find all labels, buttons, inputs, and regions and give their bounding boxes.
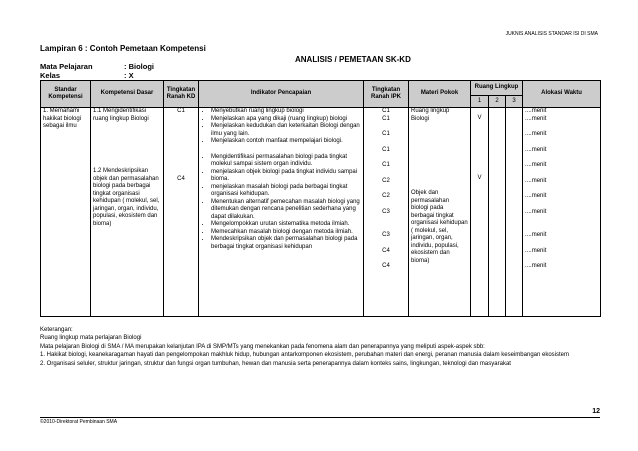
kd2-ruang-mark: V — [477, 174, 482, 181]
materi-cell — [409, 108, 471, 317]
alokasi-value: ....menit — [525, 232, 547, 238]
header-note: JUKNIS ANALISIS STANDAR ISI DI SMA — [505, 31, 598, 37]
kd1-indicator-list — [201, 108, 361, 146]
sk-kd-table — [40, 80, 601, 317]
ruang-1-cell — [471, 108, 489, 317]
meta-mapel-label: Mata Pelajaran — [40, 62, 93, 71]
alokasi-value: ....menit — [525, 162, 547, 168]
alokasi-cell — [523, 108, 601, 317]
indicator-item: • Mengidentifikasi permasalahan biologi pada tingkat molekul sampai sistem organ individu. — [211, 154, 361, 169]
ruang-3-cell — [506, 108, 523, 317]
ipk-value: C1 — [382, 162, 390, 168]
document-title: ANALISIS / PEMETAAN SK-KD — [295, 55, 411, 64]
kd-cell — [91, 108, 164, 317]
ipk-value: C1 — [382, 131, 390, 137]
ipk-value: C4 — [382, 247, 390, 254]
alokasi-value: ....menit — [525, 131, 547, 137]
kd2-text: 1.2 Mendeskripsikan objek dan permasalahan biologi pada berbagai tingkat organisasi kehidupan ( molekul, sel, jaringan, organ, individu, populasi, ekosistem dan bioma) — [93, 168, 160, 227]
alokasi-value: ....menit — [525, 177, 547, 184]
ipk-value: C4 — [382, 263, 390, 269]
kd1-ranah: C1 — [177, 108, 185, 114]
indicator-item: • Memecahkan masalah biologi dengan metoda ilmiah. — [211, 229, 361, 237]
table-row — [41, 108, 601, 317]
sk-text: 1. Memahami hakikat biologi sebagai ilmu — [43, 108, 82, 129]
meta-mata-pelajaran — [40, 62, 154, 71]
indikator-cell — [199, 108, 364, 317]
keterangan-line: Mata pelajaran Biologi di SMA / MA merupakan kelanjutan IPA di SMP/MTs yang menekankan pada fenomena alam dan penerapannya yang meliputi aspek-aspek sbb: — [40, 343, 485, 350]
sk-kd-table-container — [40, 80, 600, 323]
indicator-item: • Menyebutkan ruang lingkup biologi — [211, 108, 361, 116]
ranah-ipk-cell — [364, 108, 409, 317]
ipk-value: C3 — [382, 208, 390, 215]
footer-divider — [40, 417, 600, 418]
kd2-materi: Objek dan permasalahan biologi pada berbagai tingkat organisasi kehidupan ( molekul, sel, jaringan, organ, individu, populasi, ekosistem dan bioma) — [411, 190, 468, 264]
indicator-item: • Mendeskripsikan objek dan permasalahan biologi pada berbagai tingkat organisasi kehidupan — [211, 236, 361, 251]
meta-mapel-value: : Biologi — [124, 62, 154, 71]
kd2-ranah: C4 — [177, 175, 185, 182]
alokasi-value: ....menit — [525, 263, 547, 269]
ipk-value: C2 — [382, 193, 390, 199]
header-ruang-3: 3 — [506, 96, 523, 108]
meta-kelas-label: Kelas — [40, 71, 61, 80]
page-number: 12 — [592, 408, 600, 415]
indicator-item: • Menjelaskan contoh manfaat mempelajari biologi. — [211, 138, 361, 146]
indicator-item: • Menentukan alternatif pemecahan masalah biologi yang ditemukan dengan rencana penelitian sederhana yang dapat dilakukan. — [211, 199, 361, 222]
kd1-ruang-mark: V — [477, 115, 482, 121]
header-materi-pokok: Materi Pokok — [409, 81, 471, 108]
meta-kelas — [40, 71, 134, 80]
keterangan-section — [40, 326, 600, 368]
ipk-value: C1 — [382, 115, 390, 122]
ranah-kd-cell — [164, 108, 199, 317]
sk-cell — [41, 108, 91, 317]
alokasi-value: ....menit — [525, 108, 547, 114]
ipk-value: C3 — [382, 232, 390, 238]
ruang-2-cell — [489, 108, 506, 317]
kd2-indicator-list — [201, 154, 361, 252]
indicator-item: • Mengelompokkan urutan sistematika metoda ilmiah. — [211, 221, 361, 229]
header-alokasi-waktu: Alokasi Waktu — [523, 81, 601, 108]
header-kompetensi-dasar: Kompetensi Dasar — [91, 81, 164, 108]
indicator-item: • menjelaskan masalah biologi pada berbagai tingkat organisasi kehidupan. — [211, 184, 361, 199]
alokasi-value: ....menit — [525, 115, 547, 122]
ipk-value: C1 — [382, 108, 390, 114]
kd1-materi: Ruang lingkup Biologi — [411, 108, 450, 122]
header-ranah-kd: Tingkatan Ranah KD — [164, 81, 199, 108]
ipk-value: C1 — [382, 146, 390, 153]
header-indikator: Indikator Pencapaian — [199, 81, 364, 108]
alokasi-value: ....menit — [525, 193, 547, 199]
header-ranah-ipk: Tingkatan Ranah IPK — [364, 81, 409, 108]
keterangan-item: 1. Hakikat biologi, keanekaragaman hayati dan pengelompokan makhluk hidup, hubungan antarkomponen ekosistem, perubahan materi dan energi, peranan manusia dalam keseimbangan ekosistem — [40, 352, 570, 359]
alokasi-value: ....menit — [525, 146, 547, 153]
header-ruang-lingkup: Ruang Lingkup — [471, 81, 523, 96]
keterangan-item: 2. Organisasi seluler, struktur jaringan, struktur dan fungsi organ tumbuhan, hewan dan manusia serta penerapannya dalam konteks sains, lingkungan, teknologi dan masyarakat — [40, 360, 511, 367]
keterangan-line: Ruang lingkup mata perlajaran Biologi — [40, 335, 142, 342]
header-standar-kompetensi: Standar Kompetensi — [41, 81, 91, 108]
alokasi-value: ....menit — [525, 208, 547, 215]
kd1-text: 1.1 Mengidentifikasi ruang lingkup Biologi — [93, 108, 149, 122]
ipk-value: C2 — [382, 177, 390, 184]
indicator-item: • Menjelaskan apa yang dikaji (ruang lingkup) biologi — [211, 116, 361, 124]
keterangan-title: Keterangan: — [40, 327, 73, 333]
alokasi-value: ....menit — [525, 247, 547, 254]
footer-text: ©2010-Direktorat Pembinaan SMA — [40, 419, 118, 425]
indicator-item: • Menjelaskan kedudukan dan keterkaitan Biologi dengan ilmu yang lain. — [211, 123, 361, 138]
header-ruang-1: 1 — [471, 96, 489, 108]
meta-kelas-value: : X — [124, 71, 134, 80]
indicator-item: • menjelaskan objek biologi pada tingkat individu sampai bioma. — [211, 169, 361, 184]
lampiran-title: Lampiran 6 : Contoh Pemetaan Kompetensi — [40, 44, 206, 53]
header-ruang-2: 2 — [489, 96, 506, 108]
